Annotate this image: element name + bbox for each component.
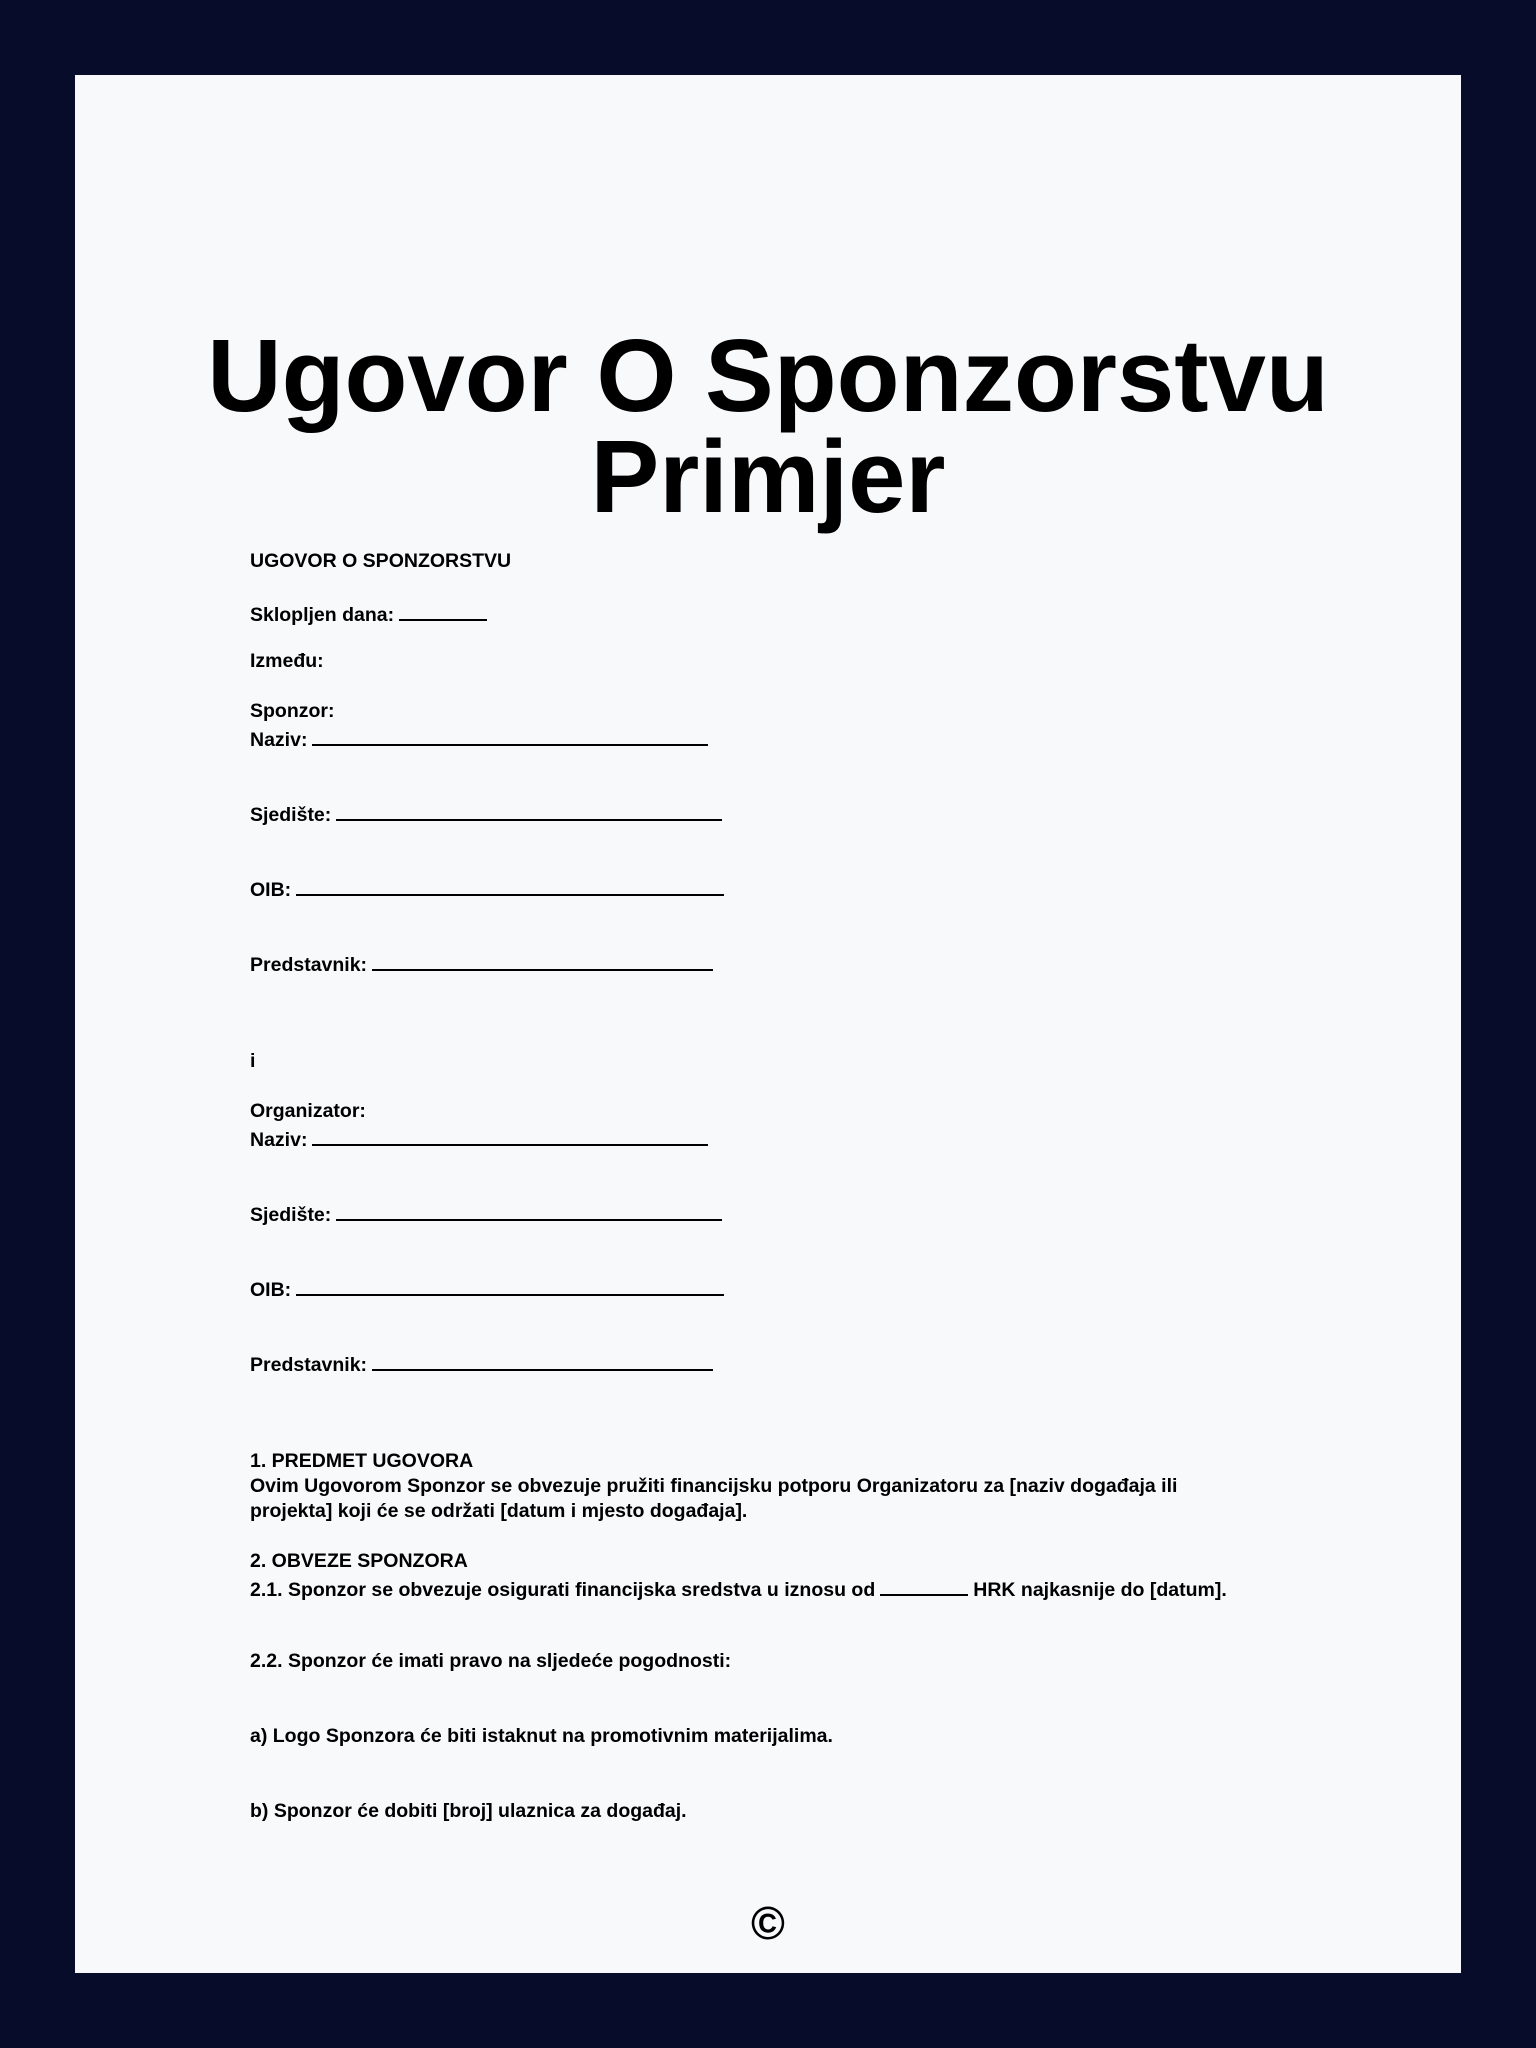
contract-heading: UGOVOR O SPONZORSTVU (250, 550, 512, 572)
organizer-seat-label: Sjedište: (250, 1204, 332, 1226)
section-1-text-line-1: Ovim Ugovorom Sponzor se obvezuje pružiti financijsku potporu Organizatoru za [naziv događaja ili (250, 1475, 1178, 1497)
clause-2-2: 2.2. Sponzor će imati pravo na sljedeće pogodnosti: (250, 1650, 732, 1672)
organizer-oib-field (250, 1274, 724, 1303)
title-line-2: Primjer (590, 419, 946, 534)
organizer-representative-label: Predstavnik: (250, 1354, 368, 1376)
organizer-representative-field (250, 1349, 713, 1378)
organizer-oib-blank (296, 1274, 724, 1296)
and-label: i (250, 1050, 256, 1072)
organizer-name-field (250, 1124, 708, 1153)
organizer-label: Organizator: (250, 1100, 366, 1122)
clause-2-1-text-end: HRK najkasnije do [datum]. (973, 1579, 1227, 1601)
concluded-date-field (250, 599, 487, 628)
organizer-name-label: Naziv: (250, 1129, 308, 1151)
section-2-heading: 2. OBVEZE SPONZORA (250, 1550, 468, 1572)
concluded-date-blank (399, 599, 487, 621)
sponsor-oib-field (250, 874, 724, 903)
organizer-seat-blank (336, 1199, 722, 1221)
title-line-1: Ugovor O Sponzorstvu (207, 318, 1329, 433)
clause-2-1-text: 2.1. Sponzor se obvezuje osigurati financijska sredstva u iznosu od (250, 1579, 876, 1601)
sponsor-seat-field (250, 799, 722, 828)
organizer-name-blank (312, 1124, 708, 1146)
organizer-oib-label: OIB: (250, 1279, 292, 1301)
between-label: Između: (250, 650, 324, 672)
concluded-date-label: Sklopljen dana: (250, 604, 395, 626)
sponsor-representative-field (250, 949, 713, 978)
sponsor-label: Sponzor: (250, 700, 335, 722)
sponsor-representative-label: Predstavnik: (250, 954, 368, 976)
sponsor-oib-label: OIB: (250, 879, 292, 901)
sponsor-seat-blank (336, 799, 722, 821)
organizer-seat-field (250, 1199, 722, 1228)
clause-2-1 (250, 1574, 1227, 1603)
sponsor-name-field (250, 724, 708, 753)
benefit-b: b) Sponzor će dobiti [broj] ulaznica za događaj. (250, 1800, 687, 1822)
document-title (75, 318, 1461, 534)
organizer-representative-blank (372, 1349, 713, 1371)
section-1-heading: 1. PREDMET UGOVORA (250, 1450, 474, 1472)
benefit-a: a) Logo Sponzora će biti istaknut na promotivnim materijalima. (250, 1725, 833, 1747)
section-1-text-line-2: projekta] koji će se održati [datum i mjesto događaja]. (250, 1500, 748, 1522)
sponsor-oib-blank (296, 874, 724, 896)
sponsor-name-blank (312, 724, 708, 746)
document-page (75, 75, 1461, 1973)
amount-blank (880, 1574, 968, 1596)
sponsor-seat-label: Sjedište: (250, 804, 332, 826)
copyright-icon: © (751, 1897, 785, 1949)
sponsor-name-label: Naziv: (250, 729, 308, 751)
sponsor-representative-blank (372, 949, 713, 971)
